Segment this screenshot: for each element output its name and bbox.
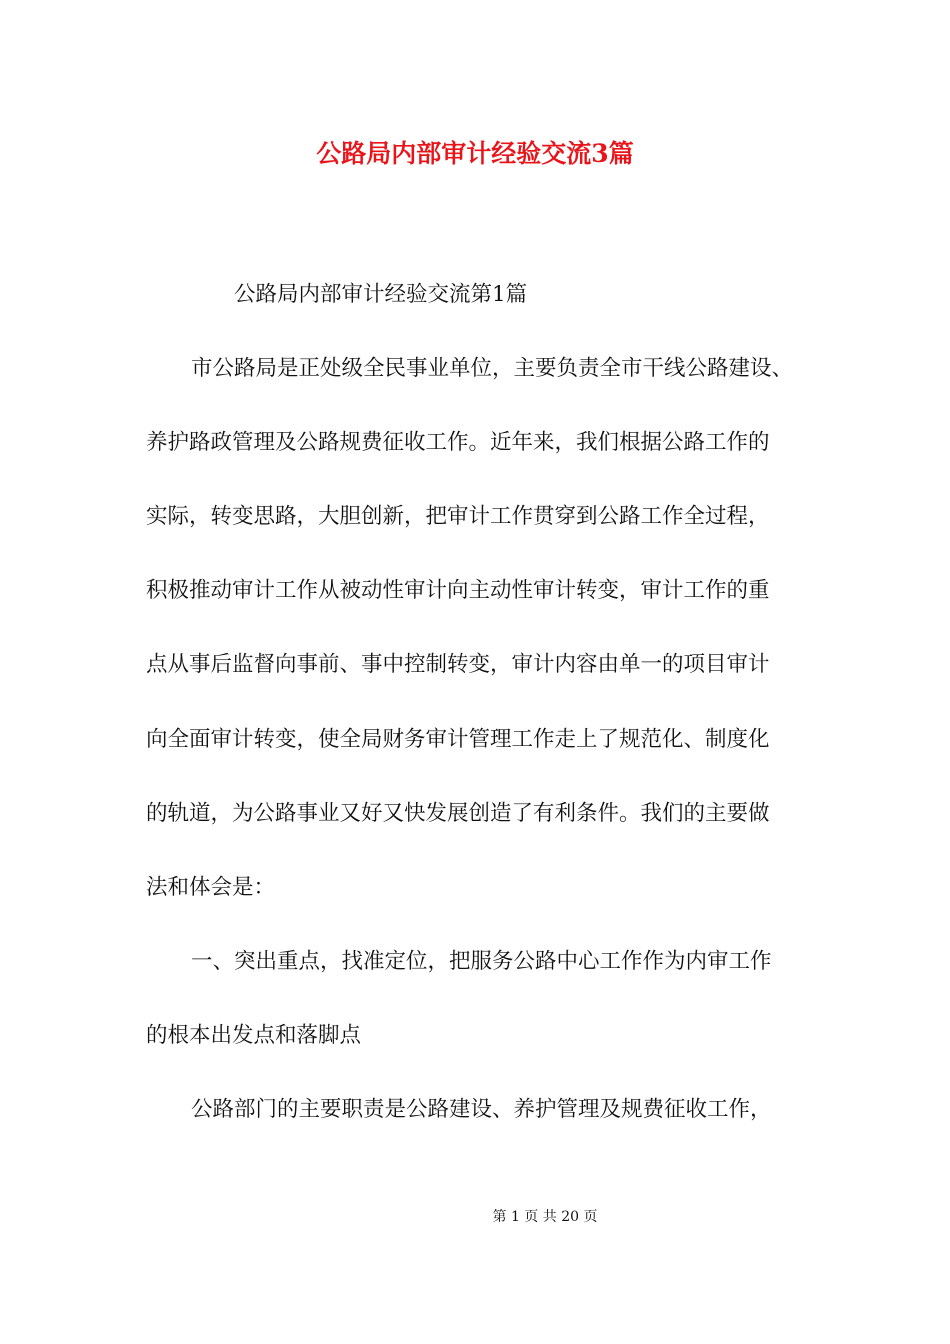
paragraph-line: 的轨道，为公路事业又好又快发展创造了有利条件。我们的主要做 — [146, 801, 770, 826]
paragraph-line: 市公路局是正处级全民事业单位，主要负责全市干线公路建设、 — [191, 356, 794, 381]
page-footer: 第 1 页 共 20 页 — [492, 1209, 598, 1225]
section-heading-line: 一、突出重点，找准定位，把服务公路中心工作作为内审工作 — [191, 949, 772, 974]
section-subtitle: 公路局内部审计经验交流第1篇 — [234, 282, 528, 307]
paragraph-line: 实际，转变思路，大胆创新，把审计工作贯穿到公路工作全过程， — [146, 504, 770, 529]
document-title: 公路局内部审计经验交流3篇 — [316, 139, 634, 168]
paragraph-line: 向全面审计转变，使全局财务审计管理工作走上了规范化、制度化 — [146, 727, 770, 752]
paragraph-line: 公路部门的主要职责是公路建设、养护管理及规费征收工作， — [191, 1097, 772, 1122]
paragraph-line: 积极推动审计工作从被动性审计向主动性审计转变，审计工作的重 — [146, 578, 770, 603]
section-heading-line: 的根本出发点和落脚点 — [146, 1023, 362, 1048]
paragraph-line: 法和体会是： — [146, 875, 276, 900]
paragraph-line: 点从事后监督向事前、事中控制转变，审计内容由单一的项目审计 — [146, 652, 770, 677]
paragraph-line: 养护路政管理及公路规费征收工作。近年来，我们根据公路工作的 — [146, 430, 770, 455]
